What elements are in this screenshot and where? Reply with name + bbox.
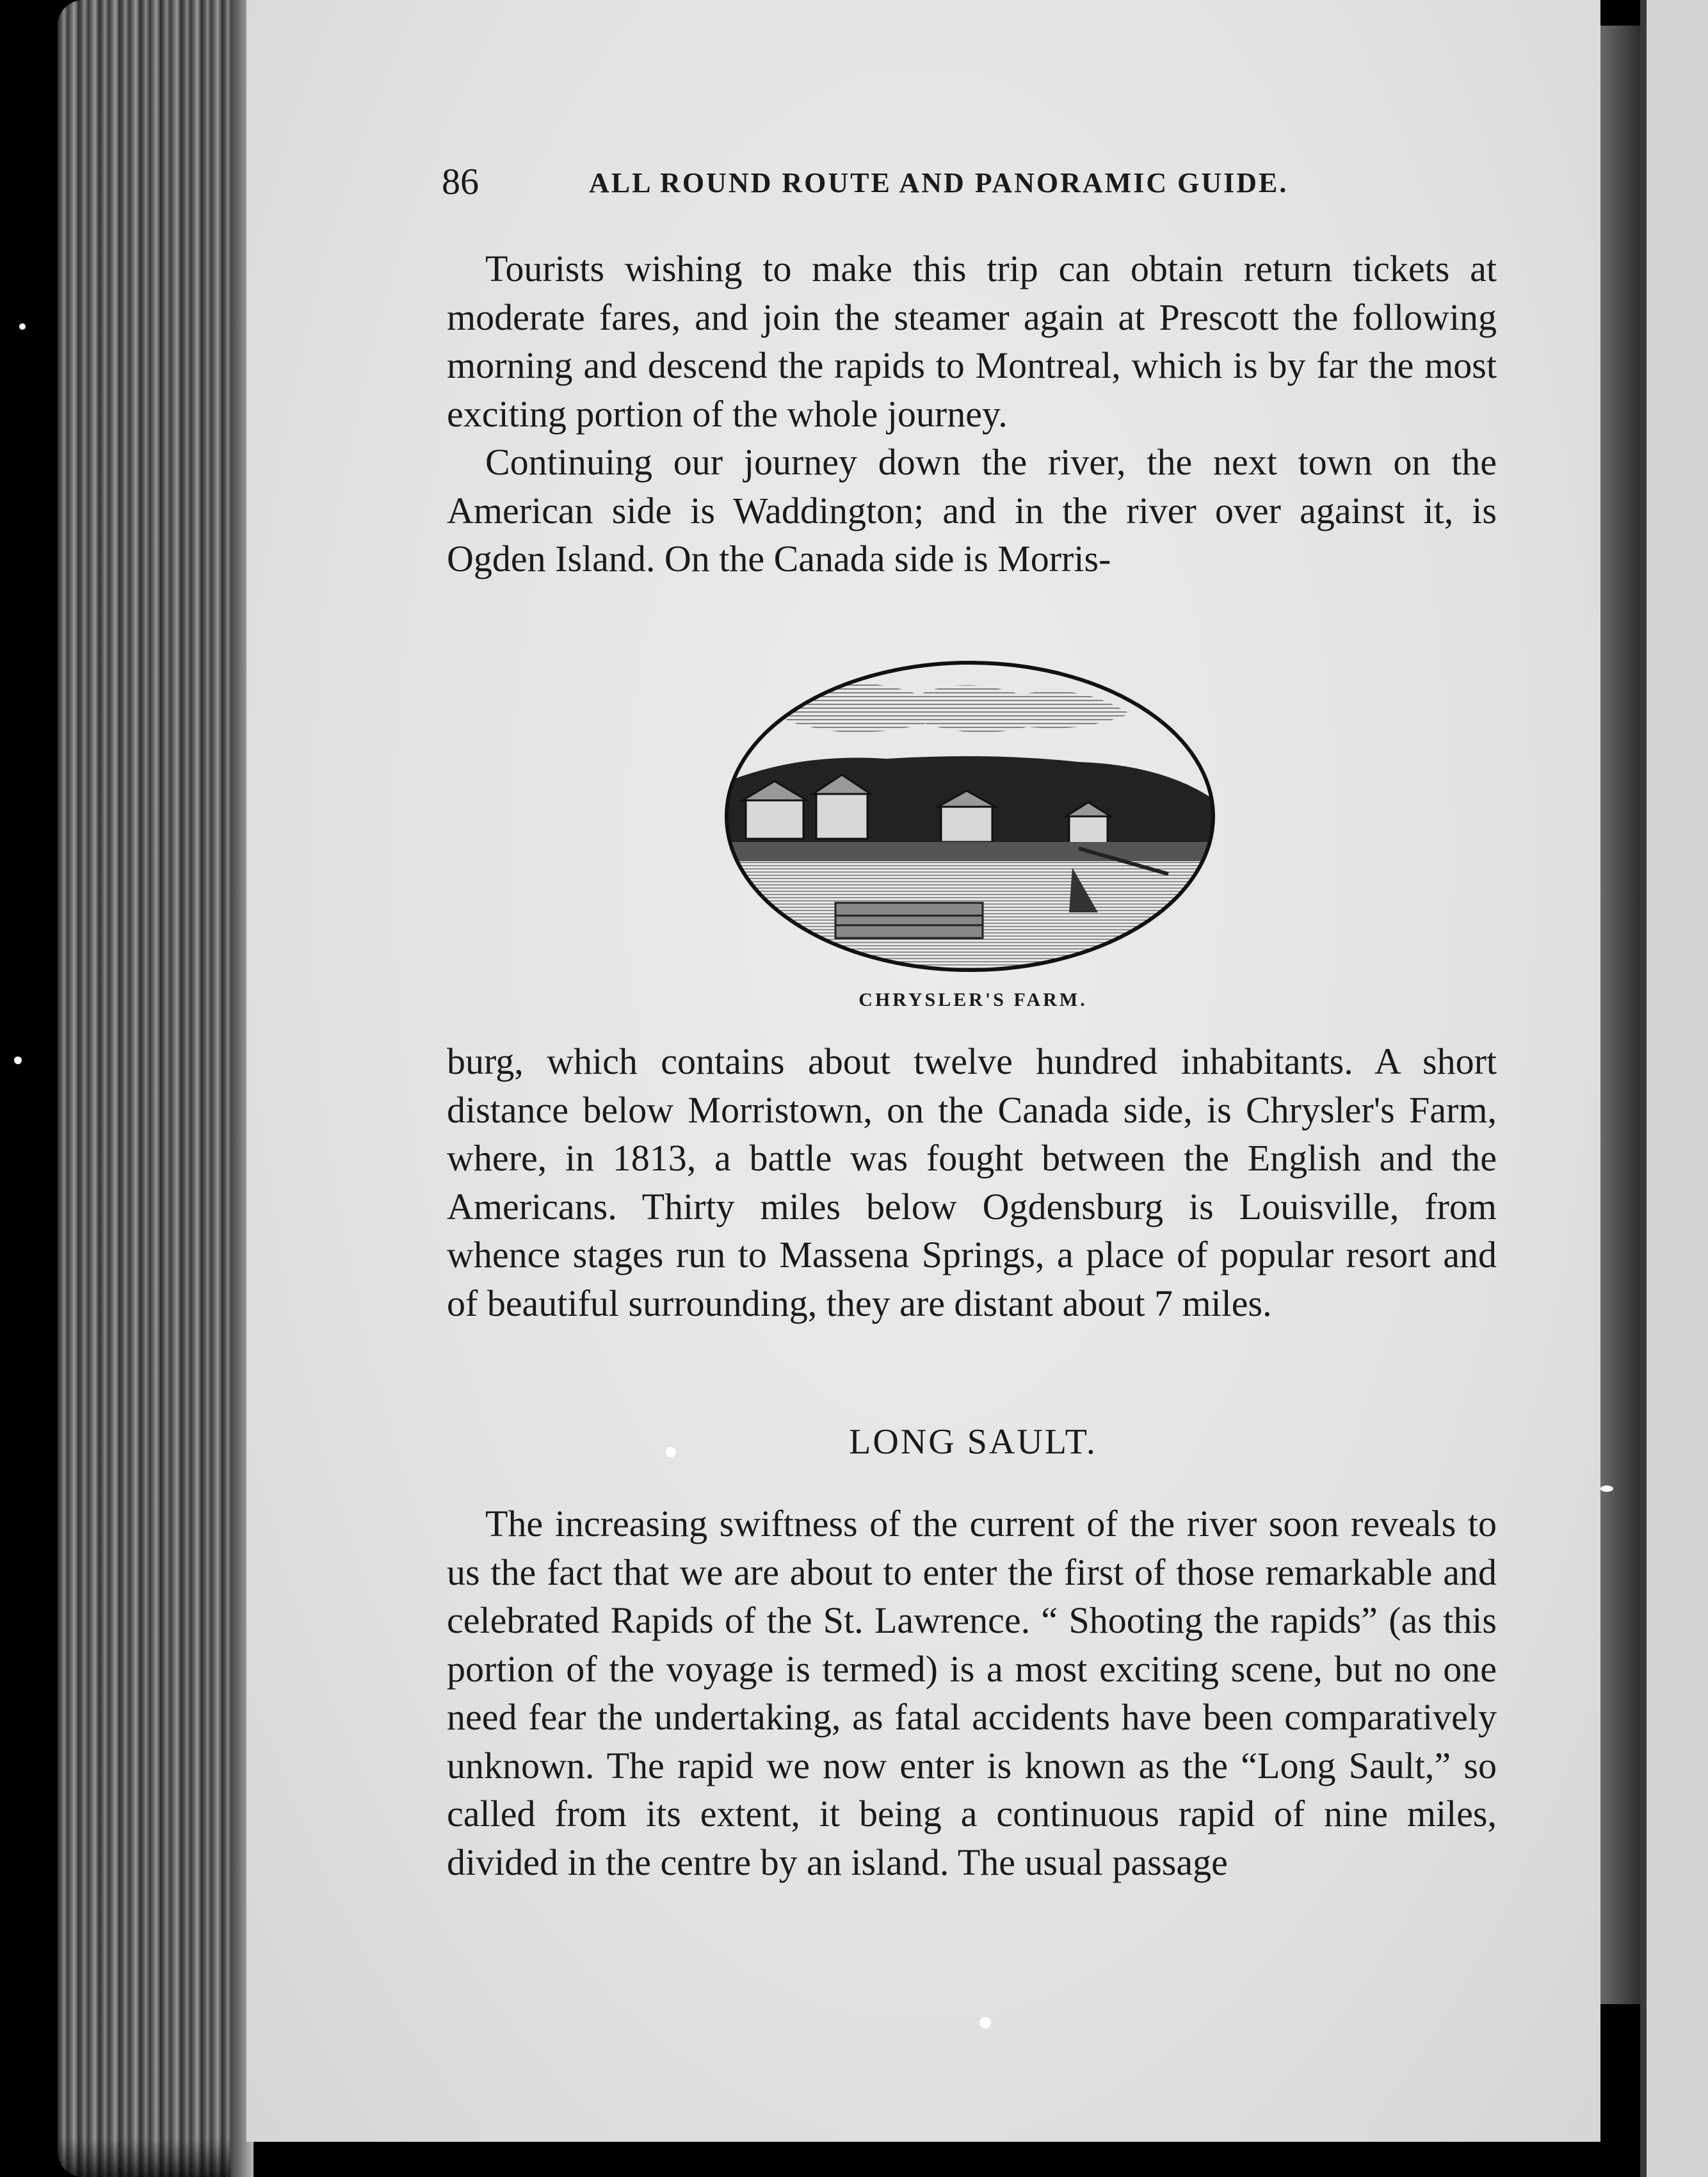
text-block-bottom <box>447 1500 1497 1886</box>
scan-speck <box>666 1447 676 1457</box>
figure-caption: CHRYSLER'S FARM. <box>858 989 1088 1010</box>
paragraph-long-sault: The increasing swiftness of the current of the river soon reveals to us the fact that we are about to enter the first of those remarkable and celebrated Rapids of the St. Lawrence. “ Shooting the rapids” (as this portion of the voyage is termed) is a most exciting scene, but no one need fear the undertaking, as fatal accidents have been comparatively unknown. The rapid we now enter is known as the “Long Sault,” so called from its extent, it being a continuous rapid of nine miles, divided in the centre by an island. The usual passage <box>447 1503 1497 1883</box>
scan-speck <box>979 2017 991 2028</box>
facing-page-edge <box>1640 0 1708 2177</box>
paragraph-morrisburg: burg, which contains about twelve hundred inhabitants. A short distance below Morristown, on the Canada side, is Chrysler's Farm, where, in 1813, a battle was fought between the English and the Americans. Thirty miles below Ogdensburg is Louisville, from whence stages run to Massena Springs, a place of popular resort and of beautiful surrounding, they are distant about 7 miles. <box>447 1040 1497 1324</box>
page-number: 86 <box>442 161 479 202</box>
running-head: ALL ROUND ROUTE AND PANORAMIC GUIDE. <box>589 167 1289 198</box>
right-page-shadow <box>1600 26 1640 2004</box>
paragraph-waddington: Continuing our journey down the river, the next town on the American side is Waddington; and in the river over against it, is Ogden Island. On the Canada side is Morris- <box>447 441 1497 579</box>
text-block-top <box>447 245 1497 583</box>
page-edges <box>58 0 250 2177</box>
page-header <box>442 160 1364 211</box>
paragraph-return-tickets: Tourists wishing to make this trip can obtain return tickets at moderate fares, and join the steamer again at Prescott the following morning and descend the rapids to Montreal, which is by far the most exciting portion of the whole journey. <box>447 248 1497 435</box>
chryslers-farm-engraving <box>720 656 1220 976</box>
scan-speck <box>19 323 26 330</box>
section-heading: LONG SAULT. <box>849 1422 1097 1462</box>
scan-speck <box>1600 1485 1613 1492</box>
raft <box>835 903 983 938</box>
scan-speck <box>14 1056 22 1064</box>
text-block-middle <box>447 1037 1497 1327</box>
